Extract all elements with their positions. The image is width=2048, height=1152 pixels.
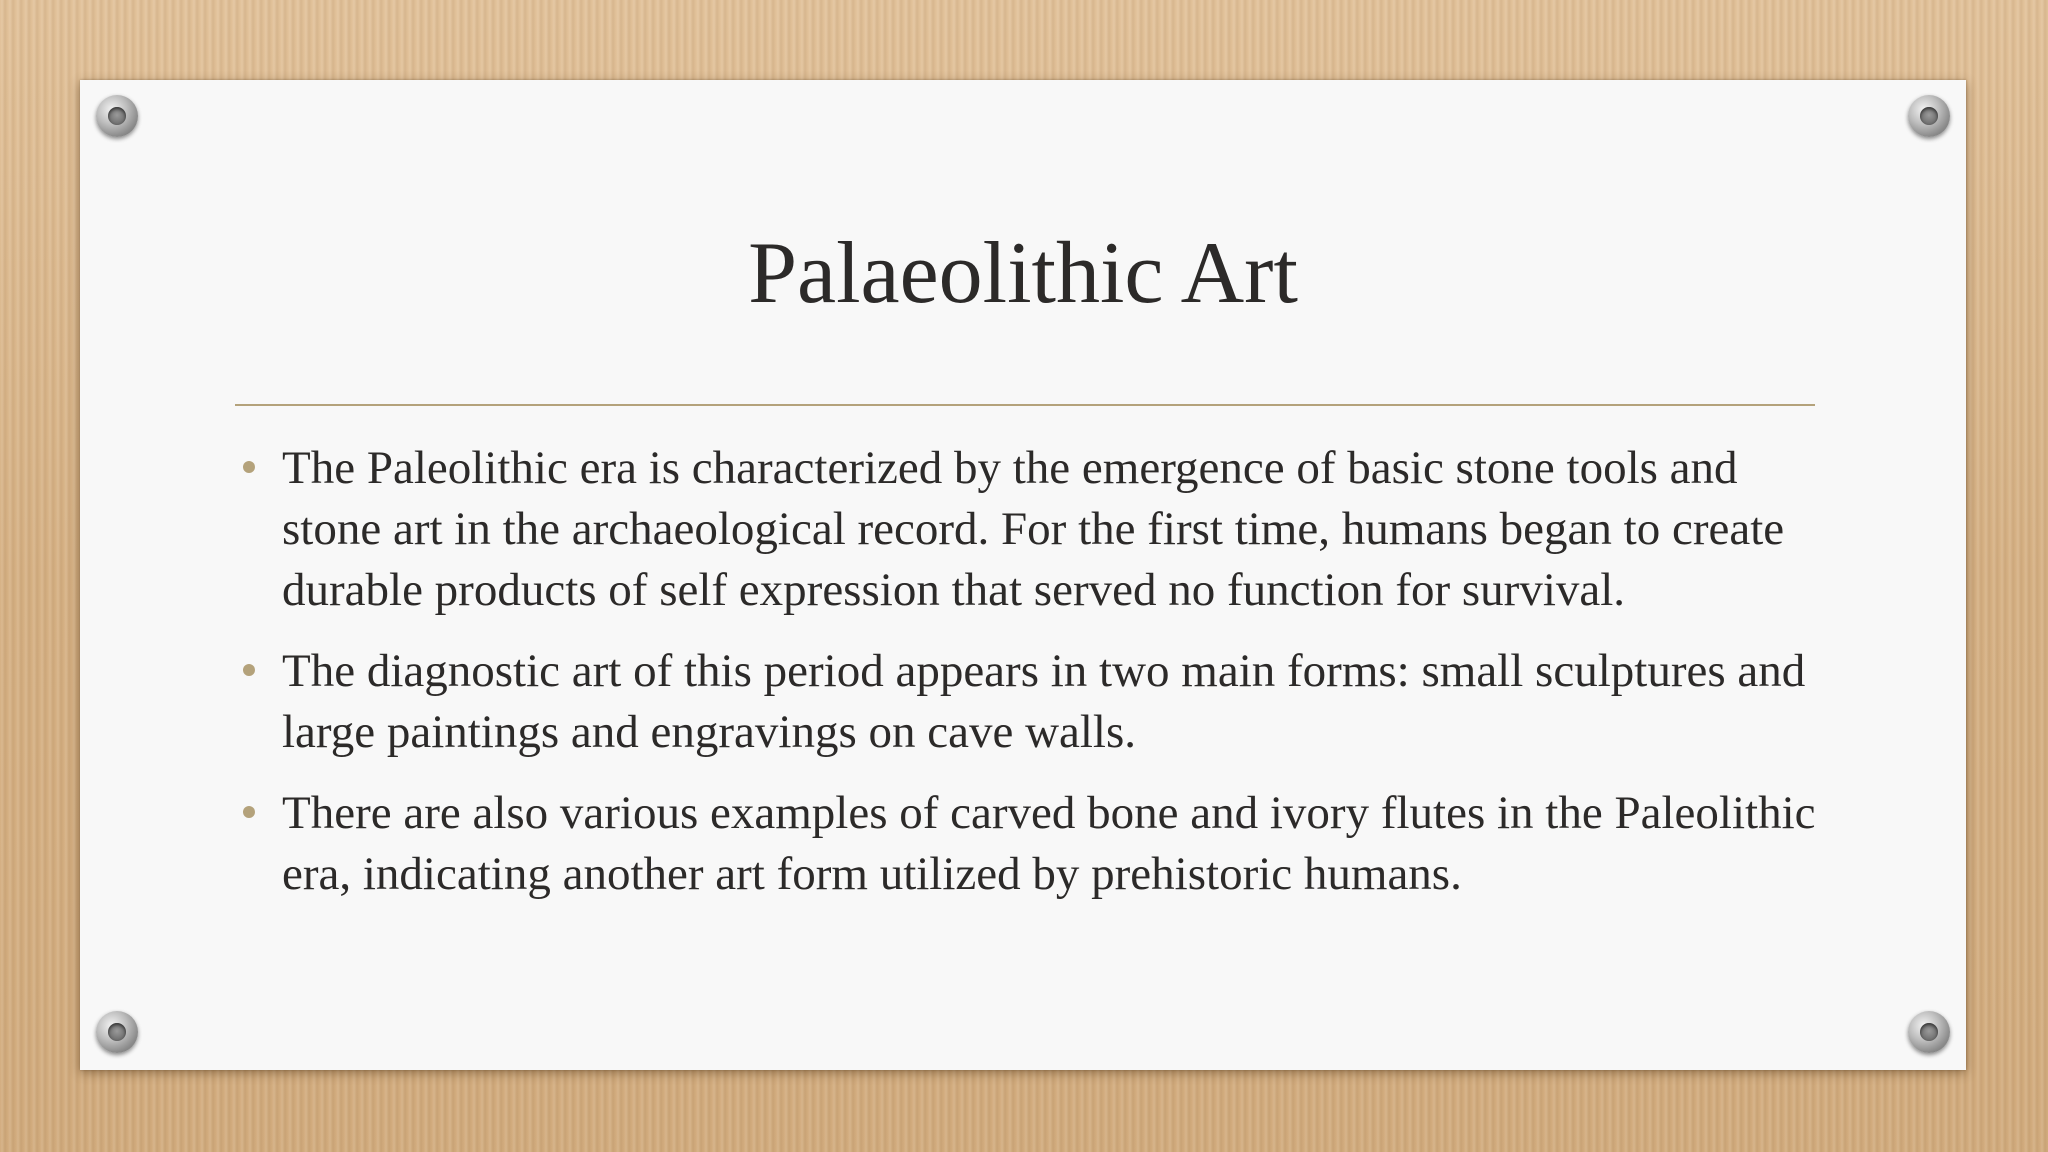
grommet-icon [1908,95,1950,137]
bullet-dot-icon [243,664,255,676]
bullet-list [235,438,1835,925]
grommet-icon [1908,1011,1950,1053]
slide-card [80,80,1966,1070]
bullet-dot-icon [243,461,255,473]
bullet-item [235,641,1835,763]
slide-title: Palaeolithic Art [748,225,1298,322]
bullet-dot-icon [243,806,255,818]
bullet-item [235,783,1835,905]
bullet-item [235,438,1835,621]
title-divider [235,404,1815,406]
grommet-icon [96,1011,138,1053]
bullet-text: The diagnostic art of this period appears in two main forms: small sculptures and large paintings and engravings on cave walls. [282,645,1806,758]
bullet-text: There are also various examples of carved bone and ivory flutes in the Paleolithic era, indicating another art form utilized by prehistoric humans. [282,787,1816,900]
grommet-icon [96,95,138,137]
bullet-text: The Paleolithic era is characterized by the emergence of basic stone tools and stone art in the archaeological record. For the first time, humans began to create durable products of self expression that served no function for survival. [282,442,1785,616]
